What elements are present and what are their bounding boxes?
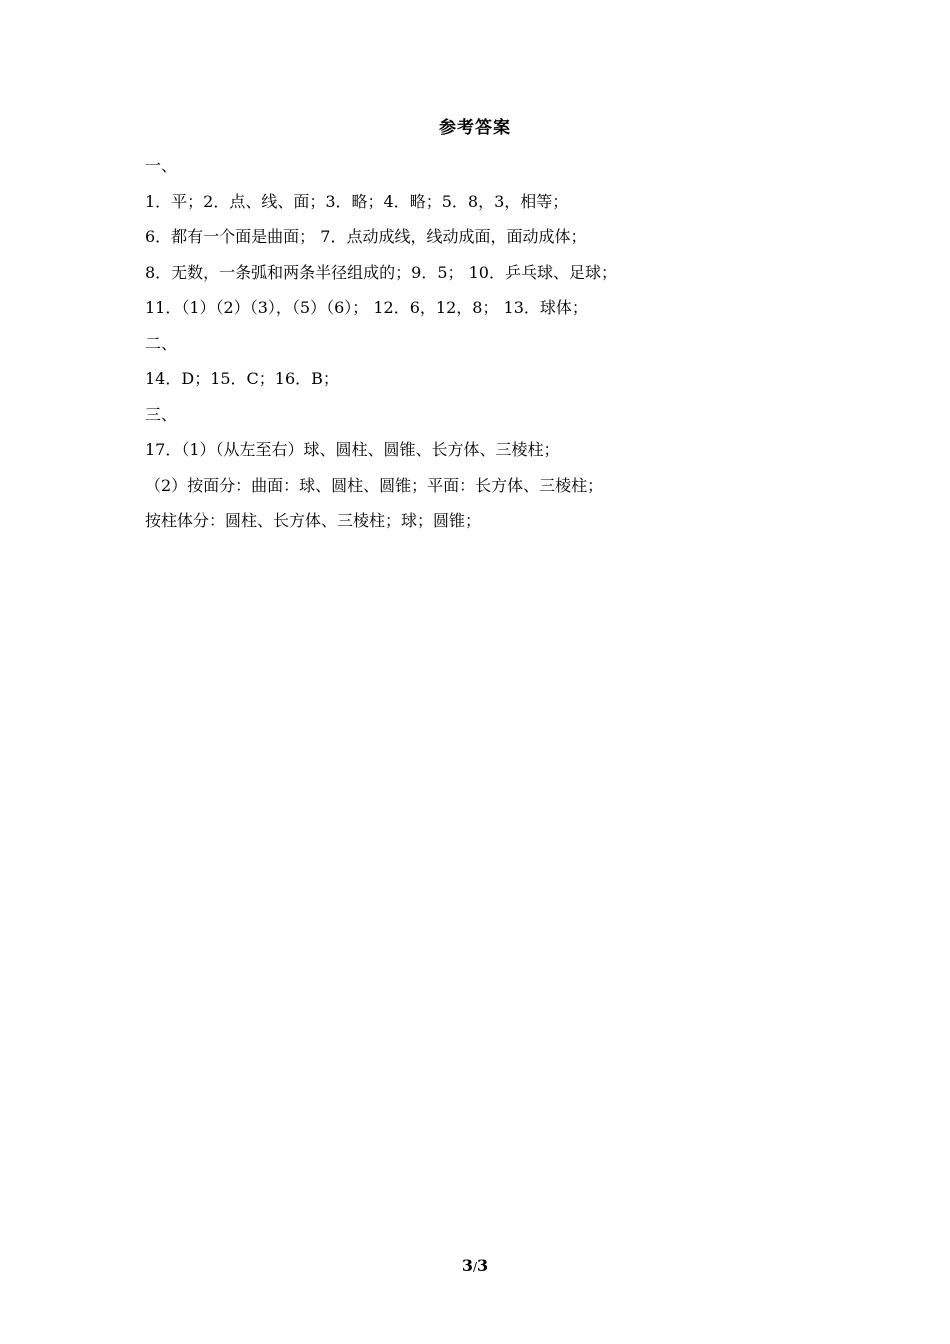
answer-line: 17．（1）（从左至右）球、圆柱、圆锥、长方体、三棱柱； — [145, 440, 560, 459]
page-number — [0, 1254, 950, 1279]
page-title: 参考答案 — [439, 118, 511, 138]
answer-line: 按柱体分：圆柱、长方体、三棱柱；球；圆锥； — [145, 511, 482, 530]
answer-line: 6．都有一个面是曲面； 7．点动成线，线动成面，面动成体； — [145, 227, 587, 246]
answer-line: 11．（1）（2）（3），（5）（6）； 12．6，12，8； 13．球体； — [145, 298, 588, 317]
answer-line: 14．D；15．C；16．B； — [145, 369, 339, 388]
answer-line: 8．无数，一条弧和两条半径组成的；9．5； 10．乒乓球、足球； — [145, 262, 617, 282]
section-heading-3: 三、 — [145, 404, 178, 424]
answer-line: （2）按面分：曲面：球、圆柱、圆锥；平面：长方体、三棱柱； — [145, 475, 604, 495]
page-current: 3 — [461, 1256, 473, 1275]
answer-content — [145, 148, 805, 539]
section-heading-2: 二、 — [145, 333, 178, 353]
section-heading-1: 一、 — [145, 156, 178, 175]
answer-line: 1．平；2．点、线、面；3．略；4．略；5．8，3，相等； — [145, 191, 569, 211]
page-total: 3 — [477, 1256, 489, 1275]
page-separator: / — [472, 1260, 478, 1274]
